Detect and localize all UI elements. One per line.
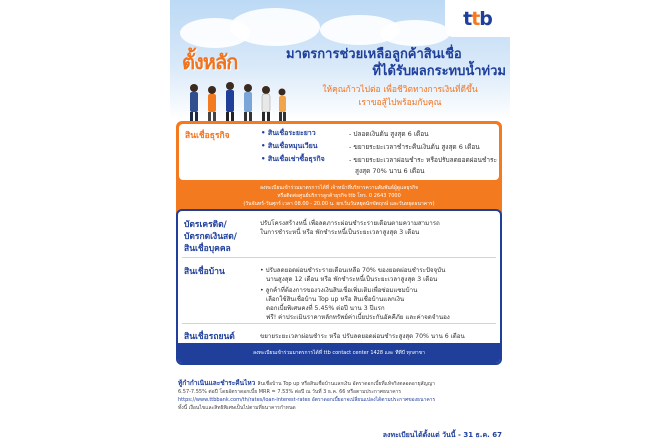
personal-contact-footer xyxy=(178,343,500,363)
loan-type-label: สินเชื่อเช่าซื้อธุรกิจ xyxy=(267,155,325,163)
notes-rate-link[interactable]: https://www.ttbbank.com/th/rates/loan-interest-rates อัตราดอกเบี้ยอาจเปลี่ยนแปลงได้ตามประกาศของธนาคาร xyxy=(178,397,436,403)
page-title-line1: มาตรการช่วยเหลือลูกค้าสินเชื่อ xyxy=(286,47,462,62)
home-loan-bullet2-line4: ฟรี! ค่าประเมินราคาหลักทรัพย์ค่าเบี้ยประกันอัคคีภัย และค่าจดจำนอง xyxy=(266,314,450,321)
bullet-text: ลูกค้าที่ต้องการของวงเงินสินเชื่อเพิ่มเติมเพื่อซ่อมแซมบ้าน xyxy=(265,287,418,294)
credit-card-category-line3: สินเชื่อบุคคล xyxy=(184,244,231,254)
loan-desc-revolving: - ขยายระยะเวลาชำระคืนเงินต้น สูงสุด 6 เดือน xyxy=(349,143,480,151)
notes-line2: 6.57-7.55% ต่อปี โดยอัตราดอกเบี้ย MRR = 7.53% ต่อปี ณ วันที่ 3 ธ.ค. 66 หรือตามประกาศธนาคาร xyxy=(178,389,402,395)
business-loan-panel xyxy=(179,124,499,180)
personal-contact-text: ลงทะเบียนเข้าร่วมมาตรการได้ที่ ttb contact center 1428 และ ทีทีบี ทุกสาขา xyxy=(253,350,425,356)
personal-loan-section xyxy=(176,209,502,365)
section-divider xyxy=(182,323,496,324)
loan-type-revolving: • สินเชื่อหมุนเวียน xyxy=(261,142,318,150)
home-loan-bullet2-line2: เลือกใช้สินเชื่อบ้าน Top up หรือ สินเชื่อบ้านแลกเงิน xyxy=(266,296,405,303)
logo-text: ttb xyxy=(463,7,492,30)
cloud xyxy=(230,8,320,46)
loan-type-long-term: • สินเชื่อระยะยาว xyxy=(261,129,316,137)
credit-card-desc-line1: ปรับโครงสร้างหนี้ เพื่อลดภาระผ่อนชำระรายเดือนตามความสามารถ xyxy=(260,220,440,227)
loan-type-hire-purchase: • สินเชื่อเช่าซื้อธุรกิจ xyxy=(261,155,325,163)
business-loan-category: สินเชื่อธุรกิจ xyxy=(185,131,230,141)
business-contact-line2: หรือติดต่อศูนย์บริการลูกค้าธุรกิจ ttb โทร. 0 2643 7000 xyxy=(277,193,401,199)
business-contact-line3: (วันจันทร์-วันศุกร์ เวลา 08.00 - 20.00 น. ยกเว้นวันหยุดนักขัตฤกษ์ และวันหยุดธนาคาร) xyxy=(243,201,435,207)
page-title-line2: ที่ได้รับผลกระทบน้ำท่วม xyxy=(372,64,506,79)
loan-desc-hire-purchase: - ขยายระยะเวลาผ่อนชำระ หรือปรับลดยอดผ่อนชำระ xyxy=(349,156,497,164)
credit-card-desc-line2: ในการชำระหนี้ หรือ พักชำระหนี้เป็นระยะเวลาสูงสุด 3 เดือน xyxy=(260,229,420,236)
credit-card-category-line2: บัตรกดเงินสด/ xyxy=(184,232,237,242)
loan-desc-text: ปลอดเงินต้น สูงสุด 6 เดือน xyxy=(353,130,429,138)
notes-line4: ทั้งนี้ เงื่อนไขและสิทธิพิเศษเป็นไปตามที่ธนาคารกำหนด xyxy=(178,405,296,411)
home-loan-bullet1-line2: นานสูงสุด 12 เดือน หรือ พักชำระหนี้เป็นระยะเวลาสูงสุด 3 เดือน xyxy=(266,276,438,283)
home-loan-category: สินเชื่อบ้าน xyxy=(184,267,225,277)
loan-desc-text: ขยายระยะเวลาชำระคืนเงินต้น สูงสุด 6 เดือน xyxy=(353,143,480,151)
auto-loan-desc: ขยายระยะเวลาผ่อนชำระ หรือ ปรับลดยอดผ่อนชำระสูงสุด 70% นาน 6 เดือน xyxy=(260,333,465,340)
auto-loan-category: สินเชื่อรถยนต์ xyxy=(184,332,235,342)
subtitle-line1: ให้คุณก้าวไปต่อ เพื่อชีวิตทางการเงินที่ดีขึ้น xyxy=(322,85,478,95)
subtitle-line2: เราขอสู้ไปพร้อมกับคุณ xyxy=(358,98,442,108)
loan-type-label: สินเชื่อระยะยาว xyxy=(267,129,316,137)
home-loan-bullet2-line3: ดอกเบี้ยพิเศษคงที่ 5.45% ต่อปี นาน 3 ปีแรก xyxy=(266,305,385,312)
loan-desc-hire-purchase-cont: สูงสุด 70% นาน 6 เดือน xyxy=(355,167,425,175)
loan-desc-text: ขยายระยะเวลาผ่อนชำระ หรือปรับลดยอดผ่อนชำระ xyxy=(353,156,497,164)
home-loan-bullet2-line1: • ลูกค้าที่ต้องการของวงเงินสินเชื่อเพิ่มเติมเพื่อซ่อมแซมบ้าน xyxy=(260,287,418,294)
bullet-text: ปรับลดยอดผ่อนชำระรายเดือนเหลือ 70% ของยอดผ่อนชำระปัจจุบัน xyxy=(265,267,446,274)
notes-heading xyxy=(178,378,435,388)
loan-type-label: สินเชื่อหมุนเวียน xyxy=(267,142,318,150)
notes-title: ทู้กำกำเนินและชำระคืนไหว xyxy=(178,379,256,387)
section-divider xyxy=(182,257,496,258)
credit-card-category-line1: บัตรเครดิต/ xyxy=(184,220,227,230)
home-loan-bullet1-line1: • ปรับลดยอดผ่อนชำระรายเดือนเหลือ 70% ของยอดผ่อนชำระปัจจุบัน xyxy=(260,267,446,274)
hero-headline-word: ตั้งหลัก xyxy=(182,50,238,74)
business-contact-line1: ลงทะเบียนเข้าร่วมมาตรการได้ที่ เจ้าหน้าที่บริหารความสัมพันธ์ผู้ดูแลธุรกิจ xyxy=(259,185,419,191)
notes-title-cont: สินเชื่อบ้าน Top up หรือสินเชื่อบ้านแลกเงิน อัตราดอกเบี้ยที่แท้จริงตลอดอายุสัญญา xyxy=(257,381,435,387)
ttb-logo xyxy=(445,0,510,37)
registration-period: ลงทะเบียนได้ตั้งแต่ วันนี้ - 31 ธ.ค. 67 xyxy=(382,431,502,439)
flood-relief-poster xyxy=(170,0,510,447)
loan-desc-long-term: - ปลอดเงินต้น สูงสุด 6 เดือน xyxy=(349,130,429,138)
